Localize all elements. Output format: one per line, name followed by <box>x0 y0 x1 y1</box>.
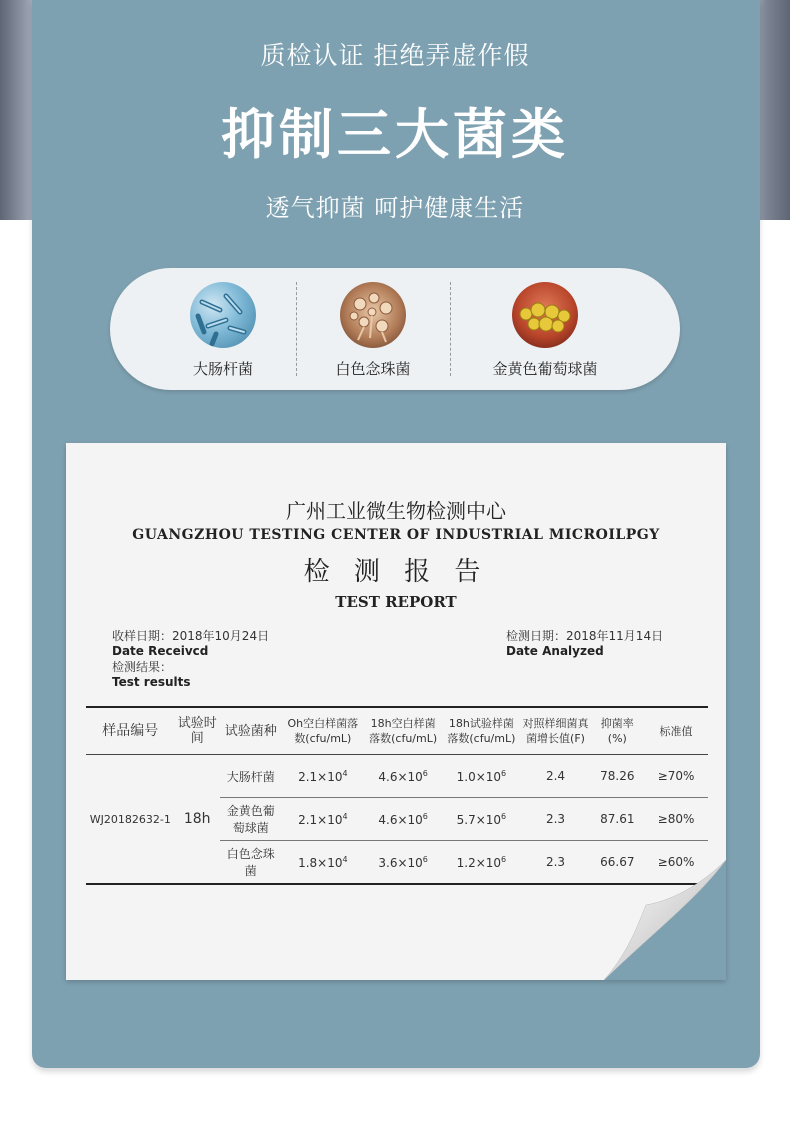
result-label-en: Test results <box>112 675 191 689</box>
date-received <box>112 627 269 689</box>
results-table <box>86 706 708 885</box>
table-header-row <box>86 707 708 755</box>
standard-cell: ≥70% <box>644 755 708 798</box>
bacteria-item-ecoli <box>138 282 308 379</box>
date-received-cn: 收样日期：2018年10月24日 <box>112 629 270 643</box>
sample-id: WJ20182632-1 <box>89 812 171 826</box>
blank18-cell: $4.6\times 10^6$ <box>364 755 442 798</box>
institution-name-en: GUANGZHOU TESTING CENTER OF INDUSTRIAL MICROILPGY <box>132 527 660 543</box>
growth-cell: 2.3 <box>521 798 591 841</box>
test-time: 18h <box>183 811 211 827</box>
table-row <box>86 755 708 798</box>
bacteria-label-candida: 白色念珠菌 <box>335 360 411 378</box>
date-received-en: Date Receivcd <box>112 644 209 658</box>
column-header: 对照样细菌真菌增长值(F) <box>521 707 591 755</box>
report-title-cn: 检 测 报 告 <box>303 557 489 587</box>
bacteria-item-candida <box>288 282 458 379</box>
column-header: 18h空白样菌落数(cfu/mL) <box>364 707 442 755</box>
divider <box>450 282 451 376</box>
test18-cell: $1.0\times 10^6$ <box>442 755 520 798</box>
result-label-cn: 检测结果： <box>112 660 173 674</box>
test18-cell: $5.7\times 10^6$ <box>442 798 520 841</box>
test-report <box>66 443 726 980</box>
strain-cell: 金黄色葡萄球菌 <box>220 798 282 841</box>
test18-cell: $1.2\times 10^6$ <box>456 854 507 870</box>
tagline: 质检认证 拒绝弄虚作假 <box>260 41 530 70</box>
candida-image <box>340 282 406 348</box>
page-curl <box>596 860 726 980</box>
column-header: Oh空白样菌落数(cfu/mL) <box>282 707 364 755</box>
subline: 透气抑菌 呵护健康生活 <box>265 194 525 222</box>
column-header: 标准值 <box>644 707 708 755</box>
report-title-en: TEST REPORT <box>335 593 457 611</box>
blank0-cell: $2.1\times 10^4$ <box>282 798 364 841</box>
date-analyzed <box>506 627 663 658</box>
staph-image <box>512 282 578 348</box>
growth-cell: 2.4 <box>521 755 591 798</box>
rate-cell: 87.61 <box>591 798 645 841</box>
blank0-cell: $1.8\times 10^4$ <box>298 854 348 870</box>
institution-name-cn: 广州工业微生物检测中心 <box>286 499 506 523</box>
bacteria-label-staph: 金黄色葡萄球菌 <box>492 360 598 378</box>
date-analyzed-en: Date Analyzed <box>506 644 604 658</box>
column-header: 抑菌率(%) <box>591 707 645 755</box>
blank18-cell: $3.6\times 10^6$ <box>378 854 428 870</box>
standard-cell: ≥80% <box>644 798 708 841</box>
strain-cell: 大肠杆菌 <box>220 755 282 798</box>
ecoli-image <box>190 282 256 348</box>
column-header: 试验菌种 <box>220 707 282 755</box>
headline: 抑制三大菌类 <box>221 103 569 166</box>
blank18-cell: $4.6\times 10^6$ <box>364 798 442 841</box>
column-header: 18h试验样菌落数(cfu/mL) <box>442 707 520 755</box>
column-header: 样品编号 <box>86 707 175 755</box>
growth-cell: 2.3 <box>545 855 566 869</box>
rate-cell: 78.26 <box>591 755 645 798</box>
blank0-cell: $2.1\times 10^4$ <box>282 755 364 798</box>
column-header: 试验时间 <box>175 707 220 755</box>
standard-cell: ≥60% <box>657 855 695 869</box>
rate-cell: 66.67 <box>600 855 635 869</box>
bacteria-label-ecoli: 大肠杆菌 <box>192 360 253 378</box>
strain-cell: 白色念珠菌 <box>226 847 275 878</box>
date-analyzed-cn: 检测日期：2018年11月14日 <box>506 629 664 643</box>
bacteria-item-staph <box>460 282 630 379</box>
bacteria-strip <box>110 268 680 390</box>
